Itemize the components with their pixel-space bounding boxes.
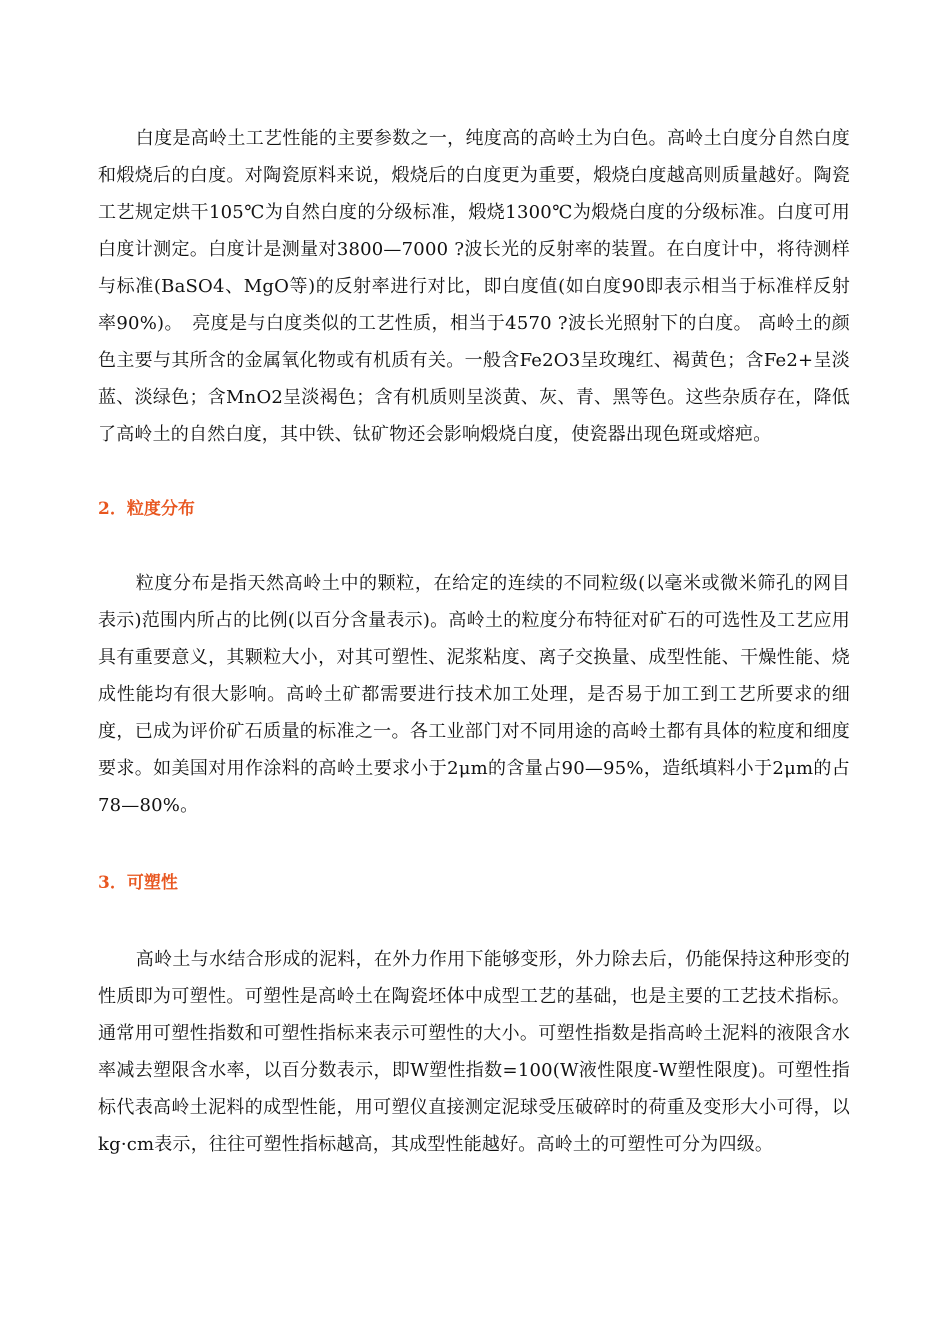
section-heading-plasticity: 3．可塑性: [98, 873, 178, 893]
section-heading-particle-size: 2．粒度分布: [98, 499, 195, 519]
whiteness-paragraph: 白度是高岭土工艺性能的主要参数之一，纯度高的高岭土为白色。高岭土白度分自然白度和煅烧后的白度。对陶瓷原料来说，煅烧后的白度更为重要，煅烧白度越高则质量越好。陶瓷工艺规定烘干105℃为自然白度的分级标准，煅烧1300℃为煅烧白度的分级标准。白度可用白度计测定。白度计是测量对3800—7000 ?波长光的反射率的装置。在白度计中，将待测样与标准(BaSO4、MgO等)的反射率进行对比，即白度值(如白度90即表示相当于标准样反射率90%)。 亮度是与白度类似的工艺性质，相当于4570 ?波长光照射下的白度。 高岭土的颜色主要与其所含的金属氧化物或有机质有关。一般含Fe2O3呈玫瑰红、褐黄色；含Fe2+呈淡蓝、淡绿色；含MnO2呈淡褐色；含有机质则呈淡黄、灰、青、黑等色。这些杂质存在，降低了高岭土的自然白度，其中铁、钛矿物还会影响煅烧白度，使瓷器出现色斑或熔疤。: [98, 128, 850, 445]
document-page: [98, 120, 850, 1163]
plasticity-paragraph: 高岭土与水结合形成的泥料，在外力作用下能够变形，外力除去后，仍能保持这种形变的性质即为可塑性。可塑性是高岭土在陶瓷坯体中成型工艺的基础，也是主要的工艺技术指标。通常用可塑性指数和可塑性指标来表示可塑性的大小。可塑性指数是指高岭土泥料的液限含水率减去塑限含水率，以百分数表示，即W塑性指数=100(W液性限度-W塑性限度)。可塑性指标代表高岭土泥料的成型性能，用可塑仪直接测定泥球受压破碎时的荷重及变形大小可得，以kg·cm表示，往往可塑性指标越高，其成型性能越好。高岭土的可塑性可分为四级。: [98, 949, 850, 1155]
particle-size-paragraph: 粒度分布是指天然高岭土中的颗粒，在给定的连续的不同粒级(以毫米或微米筛孔的网目表示)范围内所占的比例(以百分含量表示)。高岭土的粒度分布特征对矿石的可选性及工艺应用具有重要意义，其颗粒大小，对其可塑性、泥浆粘度、离子交换量、成型性能、干燥性能、烧成性能均有很大影响。高岭土矿都需要进行技术加工处理，是否易于加工到工艺所要求的细度，已成为评价矿石质量的标准之一。各工业部门对不同用途的高岭土都有具体的粒度和细度要求。如美国对用作涂料的高岭土要求小于2μm的含量占90—95%，造纸填料小于2μm的占78—80%。: [98, 573, 850, 816]
